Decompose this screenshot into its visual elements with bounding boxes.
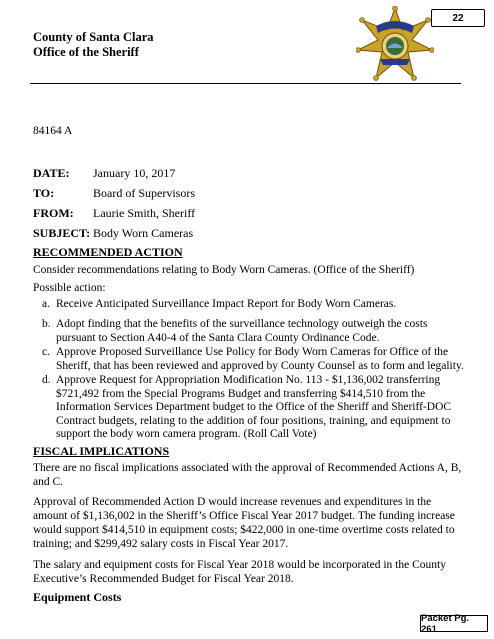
- packet-page-label: Packet Pg. 261: [420, 615, 488, 632]
- action-item-text: Approve Proposed Surveillance Use Policy for Body Worn Cameras for Office of the: [56, 346, 449, 358]
- file-number: 84164 A: [33, 125, 73, 137]
- action-item-marker: c.: [42, 346, 50, 358]
- fiscal-paragraph-1: [33, 461, 473, 489]
- agenda-item-number: 22: [431, 9, 485, 27]
- sheriff-star-badge-icon: [356, 6, 434, 82]
- paragraph-line: The salary and equipment costs for Fiscal Year 2018 would be incorporated in the County: [33, 559, 446, 571]
- paragraph-line: Approval of Recommended Action D would increase revenues and expenditures in the: [33, 496, 432, 508]
- action-item-text: pursuant to Section A40-4 of the Santa Clara County Ordinance Code.: [56, 331, 380, 344]
- action-item-d: [42, 374, 474, 442]
- to-value: Board of Supervisors: [93, 186, 195, 200]
- fiscal-implications-heading: FISCAL IMPLICATIONS: [33, 444, 170, 458]
- fiscal-paragraph-3: [33, 558, 473, 586]
- from-label: FROM:: [33, 206, 74, 220]
- date-label: DATE:: [33, 166, 70, 180]
- to-label: TO:: [33, 186, 55, 200]
- recommended-action-heading: RECOMMENDED ACTION: [33, 245, 183, 259]
- action-item-a: [42, 298, 474, 312]
- action-item-text: $721,492 from the Special Programs Budget and transferring $414,510 from the: [56, 387, 426, 400]
- fiscal-paragraph-2: [33, 495, 473, 551]
- county-name: County of Santa Clara: [33, 30, 154, 44]
- action-item-text: support the body worn camera program. (Roll Call Vote): [56, 428, 317, 441]
- action-item-text: Information Services Department budget to the Office of the Sheriff and Sheriff-DOC: [56, 401, 452, 414]
- action-item-marker: d.: [42, 374, 51, 386]
- paragraph-line: and C.: [33, 476, 64, 488]
- date-value: January 10, 2017: [93, 166, 176, 180]
- action-item-text: Receive Anticipated Surveillance Impact Report for Body Worn Cameras.: [56, 298, 397, 310]
- action-item-text: Adopt finding that the benefits of the surveillance technology outweigh the costs: [56, 318, 428, 330]
- equipment-costs-heading: Equipment Costs: [33, 590, 122, 604]
- action-item-text: Approve Request for Appropriation Modification No. 113 - $1,136,002 transferring: [56, 374, 441, 386]
- action-item-text: Sheriff, that has been reviewed and approved by County Counsel as to form and legality.: [56, 359, 464, 372]
- paragraph-line: training; and $299,492 salary costs in Fiscal Year 2017.: [33, 538, 289, 550]
- office-name: Office of the Sheriff: [33, 45, 139, 59]
- action-item-marker: b.: [42, 318, 51, 330]
- action-item-b: [42, 318, 474, 345]
- subject-label: SUBJECT:: [33, 226, 91, 240]
- header-divider: [30, 83, 461, 84]
- possible-action-label: Possible action:: [33, 282, 106, 294]
- action-item-text: Contract budgets, relating to the addition of four positions, training, and equipment to: [56, 414, 451, 427]
- subject-value: Body Worn Cameras: [93, 226, 194, 240]
- paragraph-line: There are no fiscal implications associated with the approval of Recommended Actions A, B,: [33, 462, 462, 474]
- paragraph-line: amount of $1,136,002 in the Sheriff’s Office Fiscal Year 2017 budget. The funding increase: [33, 510, 455, 522]
- recommended-action-intro: Consider recommendations relating to Body Worn Cameras. (Office of the Sheriff): [33, 264, 415, 276]
- paragraph-line: Executive’s Recommended Budget for Fiscal Year 2018.: [33, 573, 294, 585]
- paragraph-line: would support $414,510 in equipment costs; $422,000 in one-time overtime costs related to: [33, 524, 455, 536]
- from-value: Laurie Smith, Sheriff: [93, 206, 196, 220]
- action-item-c: [42, 346, 474, 373]
- action-item-marker: a.: [42, 298, 50, 310]
